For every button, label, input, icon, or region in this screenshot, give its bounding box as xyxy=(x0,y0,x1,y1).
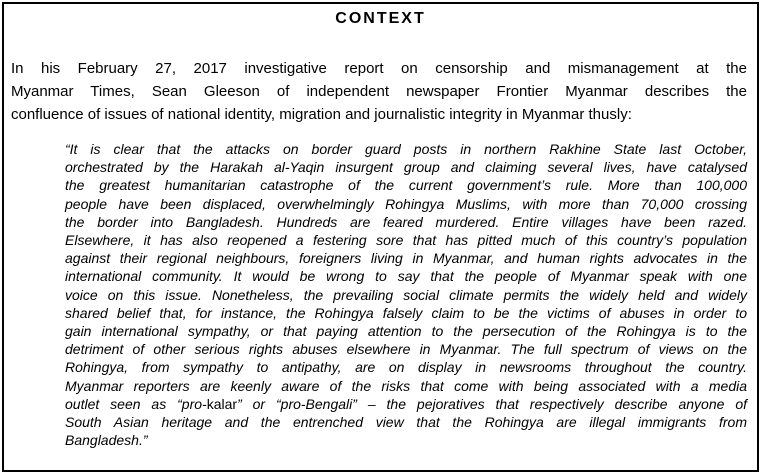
quote-line: shared belief that, for instance, the Rohingya falsely claim to be the victims of abuses in order to xyxy=(65,304,747,321)
quote-line: gain international sympathy, or that paying attention to the persecution of the Rohingya is to the xyxy=(65,323,747,340)
quote-line xyxy=(65,395,747,413)
intro-line: In his February 27, 2017 investigative report on censorship and mismanagement at the xyxy=(11,60,747,77)
quote-line: the border into Bangladesh. Hundreds are feared murdered. Entire villages have been razed. xyxy=(65,213,747,230)
quote-line-segment-kalar: kalar xyxy=(206,395,238,412)
quote-line-segment: ” or “pro-Bengali” – the pejoratives that respectively describe anyone of xyxy=(237,395,747,412)
quote-line-segment: outlet seen as “pro- xyxy=(65,395,207,412)
quote-block xyxy=(65,140,747,449)
intro-paragraph xyxy=(11,57,747,126)
context-heading: CONTEXT xyxy=(335,10,426,27)
quote-line: detriment of other serious rights abuses elsewhere in Myanmar. The full spectrum of views on the xyxy=(65,341,747,358)
page-border xyxy=(2,2,759,472)
quote-line: Bangladesh.” xyxy=(65,432,148,449)
quote-line: orchestrated by the Harakah al-Yaqin insurgent group and claiming several lives, have catalysed xyxy=(65,159,747,176)
quote-line: international community. It would be wrong to say that the people of Myanmar speak with one xyxy=(65,268,747,285)
quote-line: South Asian heritage and the entrenched view that the Rohingya are illegal immigrants from xyxy=(65,414,747,431)
quote-line: voice on this issue. Nonetheless, the prevailing social climate permits the widely held and widely xyxy=(65,286,747,303)
quote-line: people have been displaced, overwhelmingly Rohingya Muslims, with more than 70,000 crossing xyxy=(65,195,747,212)
quote-line: the greatest humanitarian catastrophe of the current government’s rule. More than 100,000 xyxy=(65,177,747,194)
intro-line: Myanmar Times, Sean Gleeson of independent newspaper Frontier Myanmar describes the xyxy=(11,83,747,100)
intro-line: confluence of issues of national identity, migration and journalistic integrity in Myanmar thusly: xyxy=(11,106,632,123)
quote-line: “It is clear that the attacks on border guard posts in northern Rakhine State last October, xyxy=(65,141,747,157)
quote-line: Rohingya, from sympathy to antipathy, are on display in newsrooms throughout the country. xyxy=(65,359,747,376)
quote-line: against their regional neighbours, foreigners living in Myanmar, and human rights advocates in the xyxy=(65,250,747,267)
quote-line: Elsewhere, it has also reopened a festering sore that has pitted much of this country’s population xyxy=(65,232,747,249)
quote-line: Myanmar reporters are keenly aware of the risks that come with being associated with a media xyxy=(65,377,747,394)
